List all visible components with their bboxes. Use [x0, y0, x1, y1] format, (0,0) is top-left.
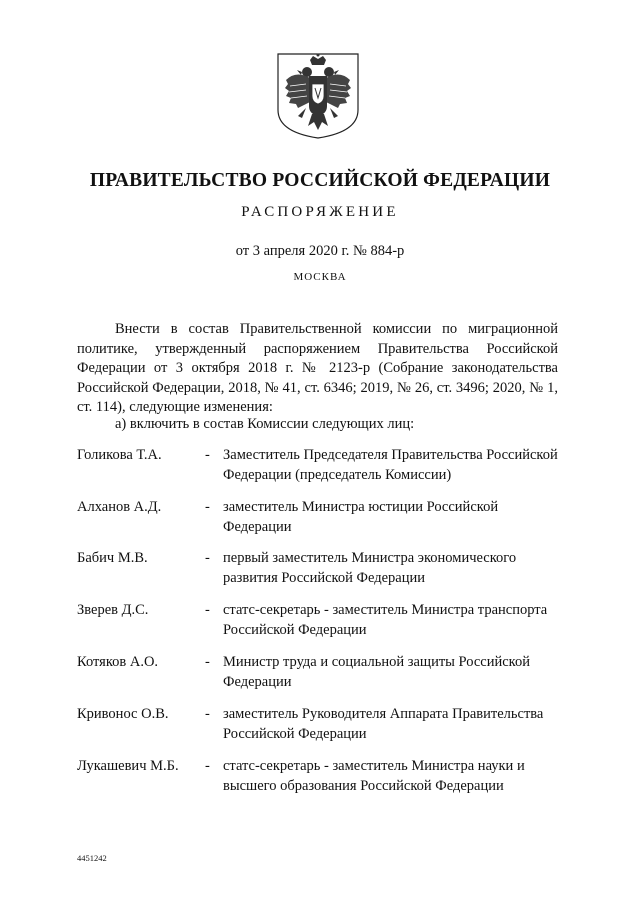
- member-dash: -: [205, 550, 210, 566]
- member-dash: -: [205, 447, 210, 463]
- subpoint-a: а) включить в состав Комиссии следующих лиц:: [115, 416, 415, 432]
- member-position: статс-секретарь - заместитель Министра науки и высшего образования Российской Федерации: [223, 758, 525, 794]
- government-title: ПРАВИТЕЛЬСТВО РОССИЙСКОЙ ФЕДЕРАЦИИ: [89, 170, 551, 191]
- member-dash: -: [205, 602, 210, 618]
- member-dash: -: [205, 758, 210, 774]
- member-name: Алханов А.Д.: [77, 499, 162, 515]
- document-code: 4451242: [77, 853, 107, 863]
- document-city: МОСКВА: [293, 271, 347, 283]
- coat-of-arms-icon: [276, 52, 360, 140]
- member-position: заместитель Министра юстиции Российской Федерации: [223, 499, 499, 535]
- member-dash: -: [205, 706, 210, 722]
- member-position: статс-секретарь - заместитель Министра транспорта Российской Федерации: [223, 602, 548, 638]
- member-name: Голикова Т.А.: [77, 447, 162, 463]
- document-date-number: от 3 апреля 2020 г. № 884-р: [235, 243, 405, 259]
- member-name: Лукашевич М.Б.: [77, 758, 179, 774]
- member-name: Зверев Д.С.: [77, 602, 149, 618]
- member-dash: -: [205, 499, 210, 515]
- document-type: РАСПОРЯЖЕНИЕ: [241, 204, 399, 220]
- intro-paragraph: Внести в состав Правительственной комиссии по миграционной политике, утвержденный распоряжением Правительства Российской Федерации от 3 октября 2018 г. № 2123-р (Собрание законодательства Российской Федерации, 2018, № 41, ст. 6346; 2019, № 26, ст. 3496; 2020, № 1, ст. 114), следующие изменения:: [77, 321, 558, 415]
- member-position: Заместитель Председателя Правительства Российской Федерации (председатель Комиссии): [223, 447, 558, 483]
- member-name: Котяков А.О.: [77, 654, 159, 670]
- member-name: Бабич М.В.: [77, 550, 148, 566]
- member-position: заместитель Руководителя Аппарата Правительства Российской Федерации: [223, 706, 544, 742]
- member-position: первый заместитель Министра экономического развития Российской Федерации: [223, 550, 517, 586]
- member-name: Кривонос О.В.: [77, 706, 169, 722]
- member-dash: -: [205, 654, 210, 670]
- member-position: Министр труда и социальной защиты Российской Федерации: [223, 654, 530, 690]
